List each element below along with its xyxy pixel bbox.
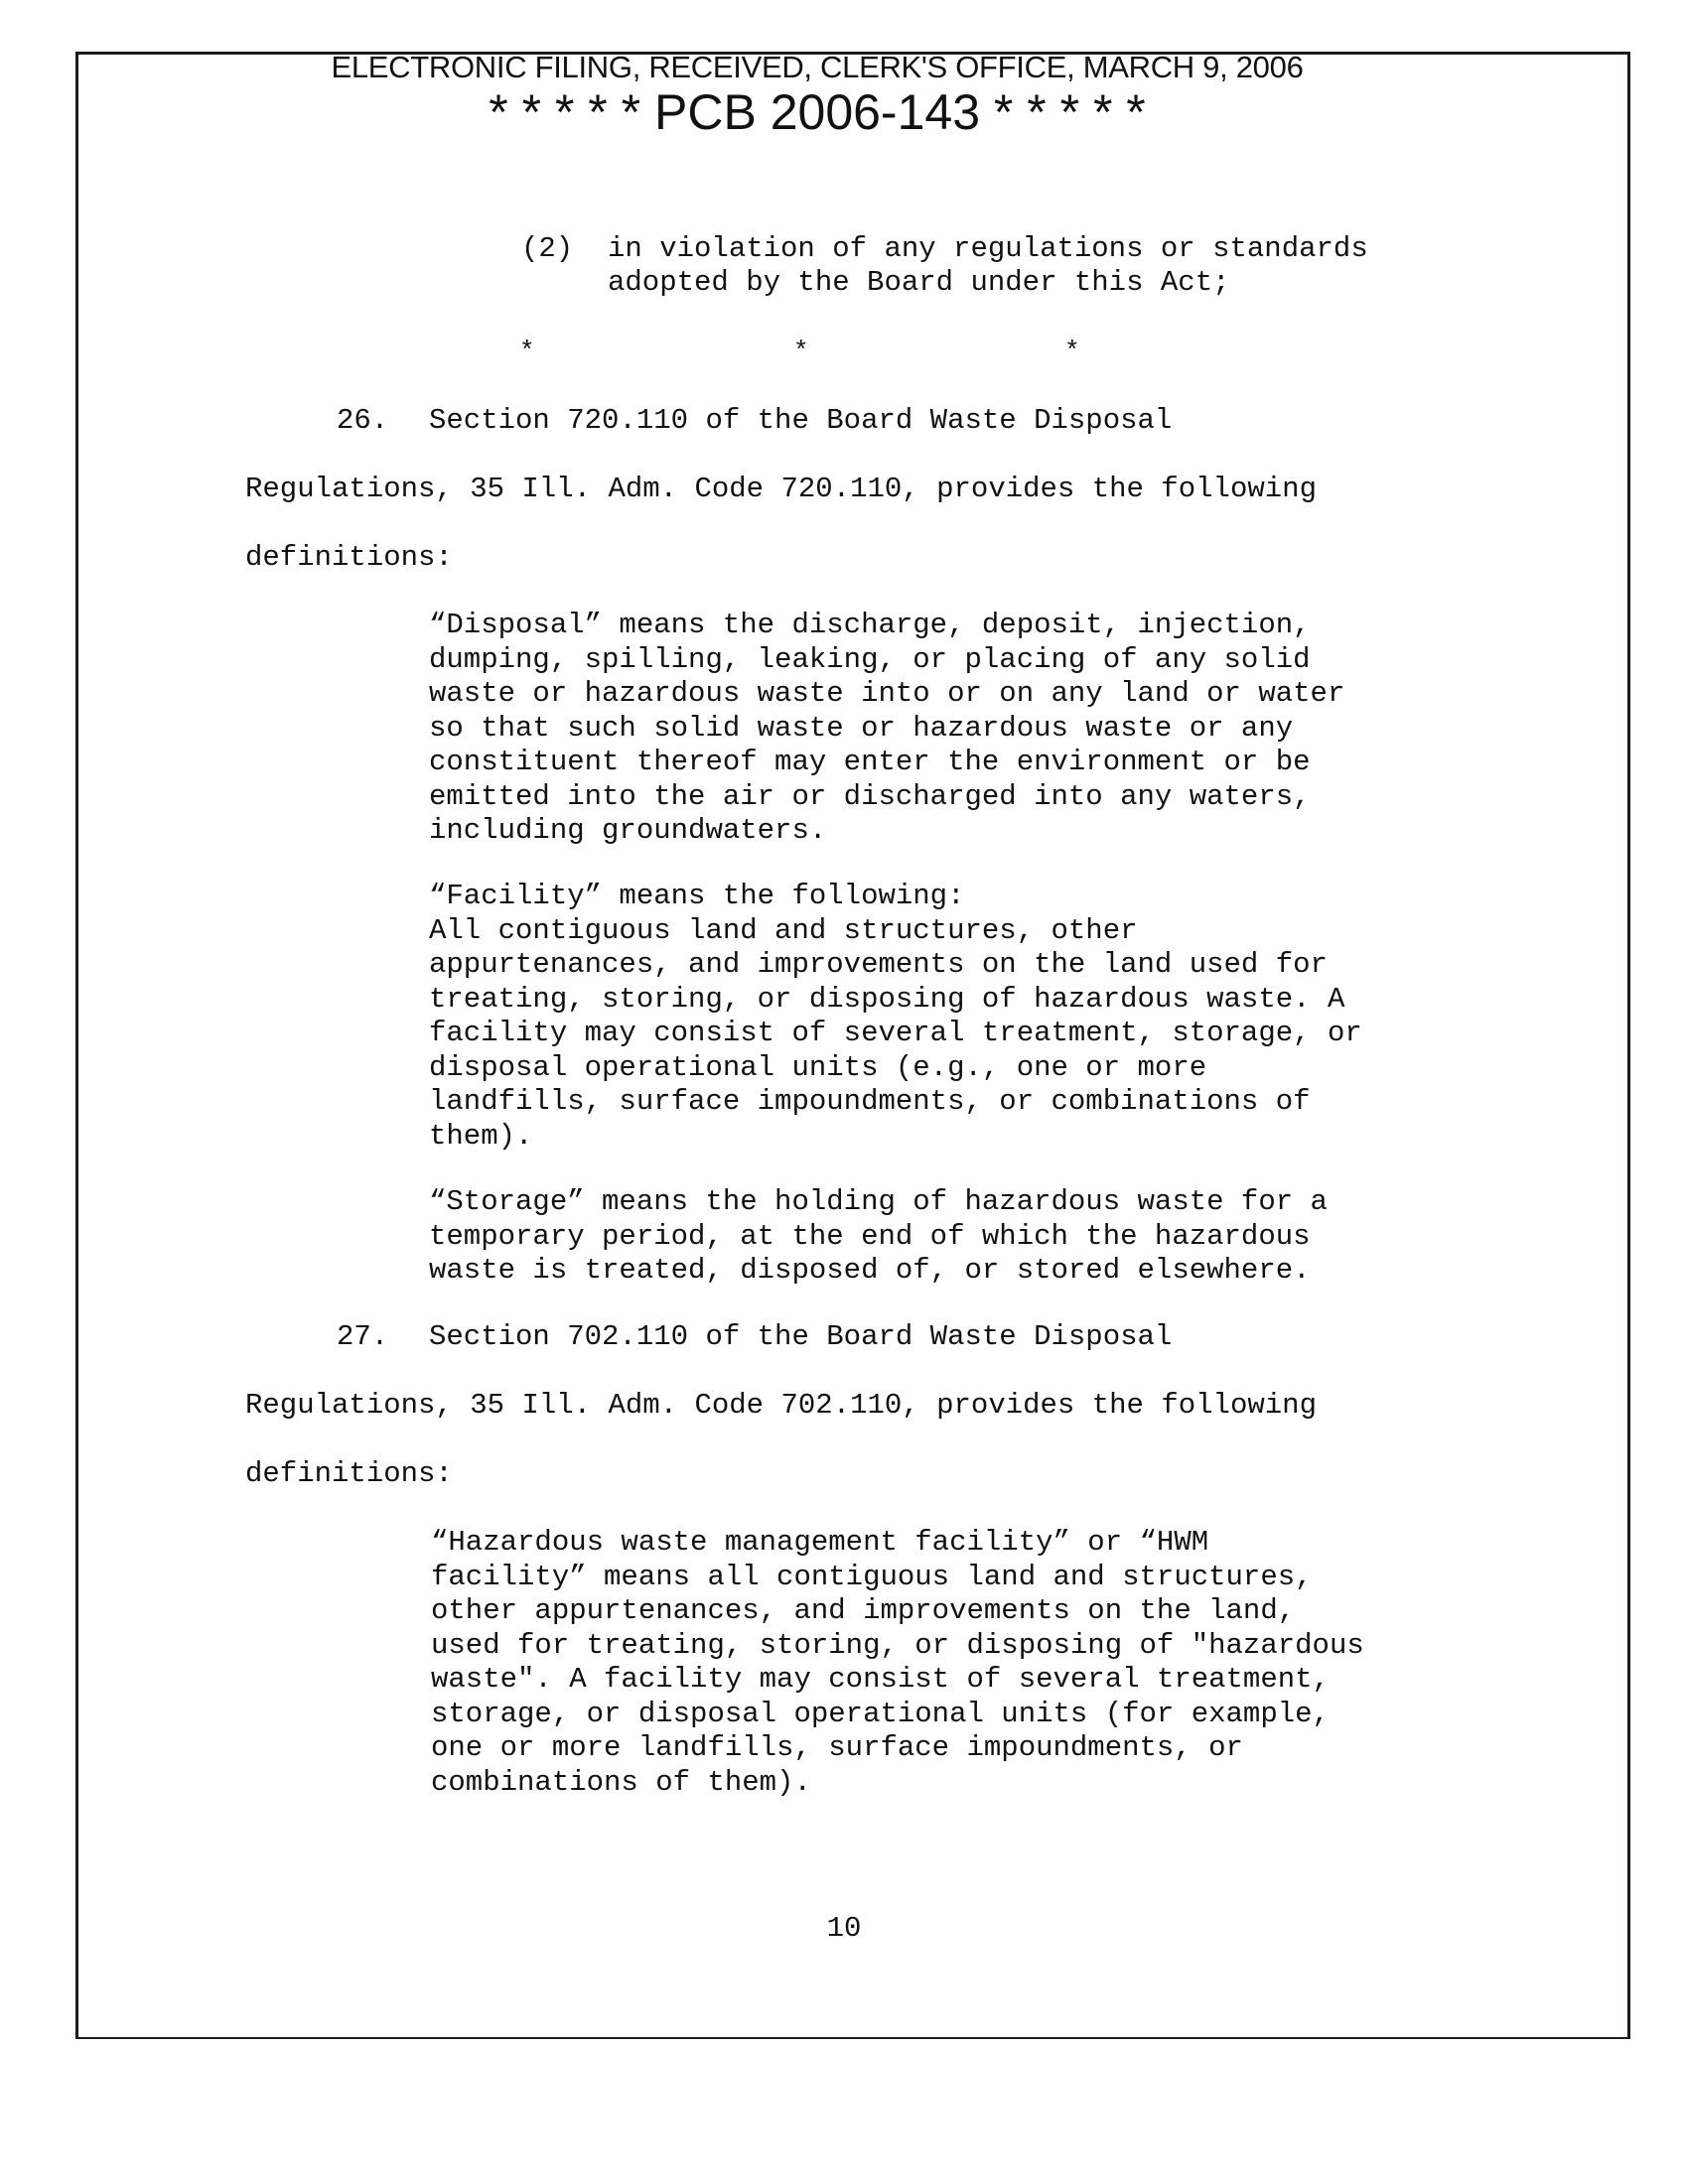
definition-disposal: “Disposal” means the discharge, deposit, injection, dumping, spilling, leaking, or placing of any solid waste or hazardous waste into or on any land or water so that such solid waste or hazardous waste or any constituent thereof may enter the environment or be emitted into the air or discharged into any waters, including groundwaters. bbox=[429, 609, 1345, 847]
para-26-line-3: definitions: bbox=[245, 541, 453, 574]
para-27-line-3: definitions: bbox=[245, 1457, 453, 1490]
item-2-line-2: adopted by the Board under this Act; bbox=[608, 266, 1230, 299]
case-number-stamp: * * * * * PCB 2006-143 * * * * * bbox=[489, 84, 1146, 140]
para-26-line-1: Section 720.110 of the Board Waste Disposal bbox=[429, 404, 1173, 437]
definition-facility: “Facility” means the following: All contiguous land and structures, other appurtenances, and improvements on the land used for treating, storing, or disposing of hazardous waste. A facility may consist of several treatment, storage, or disposal operational units (e.g., one or more landfills, surface impoundments, or combinations of them). bbox=[429, 880, 1362, 1153]
separator-star-right: * bbox=[1064, 337, 1080, 366]
para-26-number: 26. bbox=[337, 404, 389, 437]
definition-hwm-facility: “Hazardous waste management facility” or “HWM facility” means all contiguous land and structures, other appurtenances, and improvements on the land, used for treating, storing, or disposing of "hazardous waste". A facility may consist of several treatment, storage, or disposal operational units (for example, one or more landfills, surface impoundments, or combinations of them). bbox=[431, 1526, 1364, 1799]
para-26-line-2: Regulations, 35 Ill. Adm. Code 720.110, provides the following bbox=[245, 473, 1317, 505]
item-2-line-1: in violation of any regulations or standards bbox=[608, 232, 1368, 265]
item-2-number: (2) bbox=[521, 232, 574, 265]
definition-storage: “Storage” means the holding of hazardous waste for a temporary period, at the end of which the hazardous waste is treated, disposed of, or stored elsewhere. bbox=[429, 1185, 1328, 1287]
separator-star-center: * bbox=[793, 337, 809, 366]
filing-stamp-line: ELECTRONIC FILING, RECEIVED, CLERK'S OFFICE, MARCH 9, 2006 bbox=[331, 50, 1304, 84]
para-27-line-2: Regulations, 35 Ill. Adm. Code 702.110, provides the following bbox=[245, 1389, 1317, 1422]
para-27-line-1: Section 702.110 of the Board Waste Disposal bbox=[429, 1320, 1173, 1353]
separator-star-left: * bbox=[519, 337, 535, 366]
para-27-number: 27. bbox=[337, 1320, 389, 1353]
page-number: 10 bbox=[826, 1912, 862, 1945]
